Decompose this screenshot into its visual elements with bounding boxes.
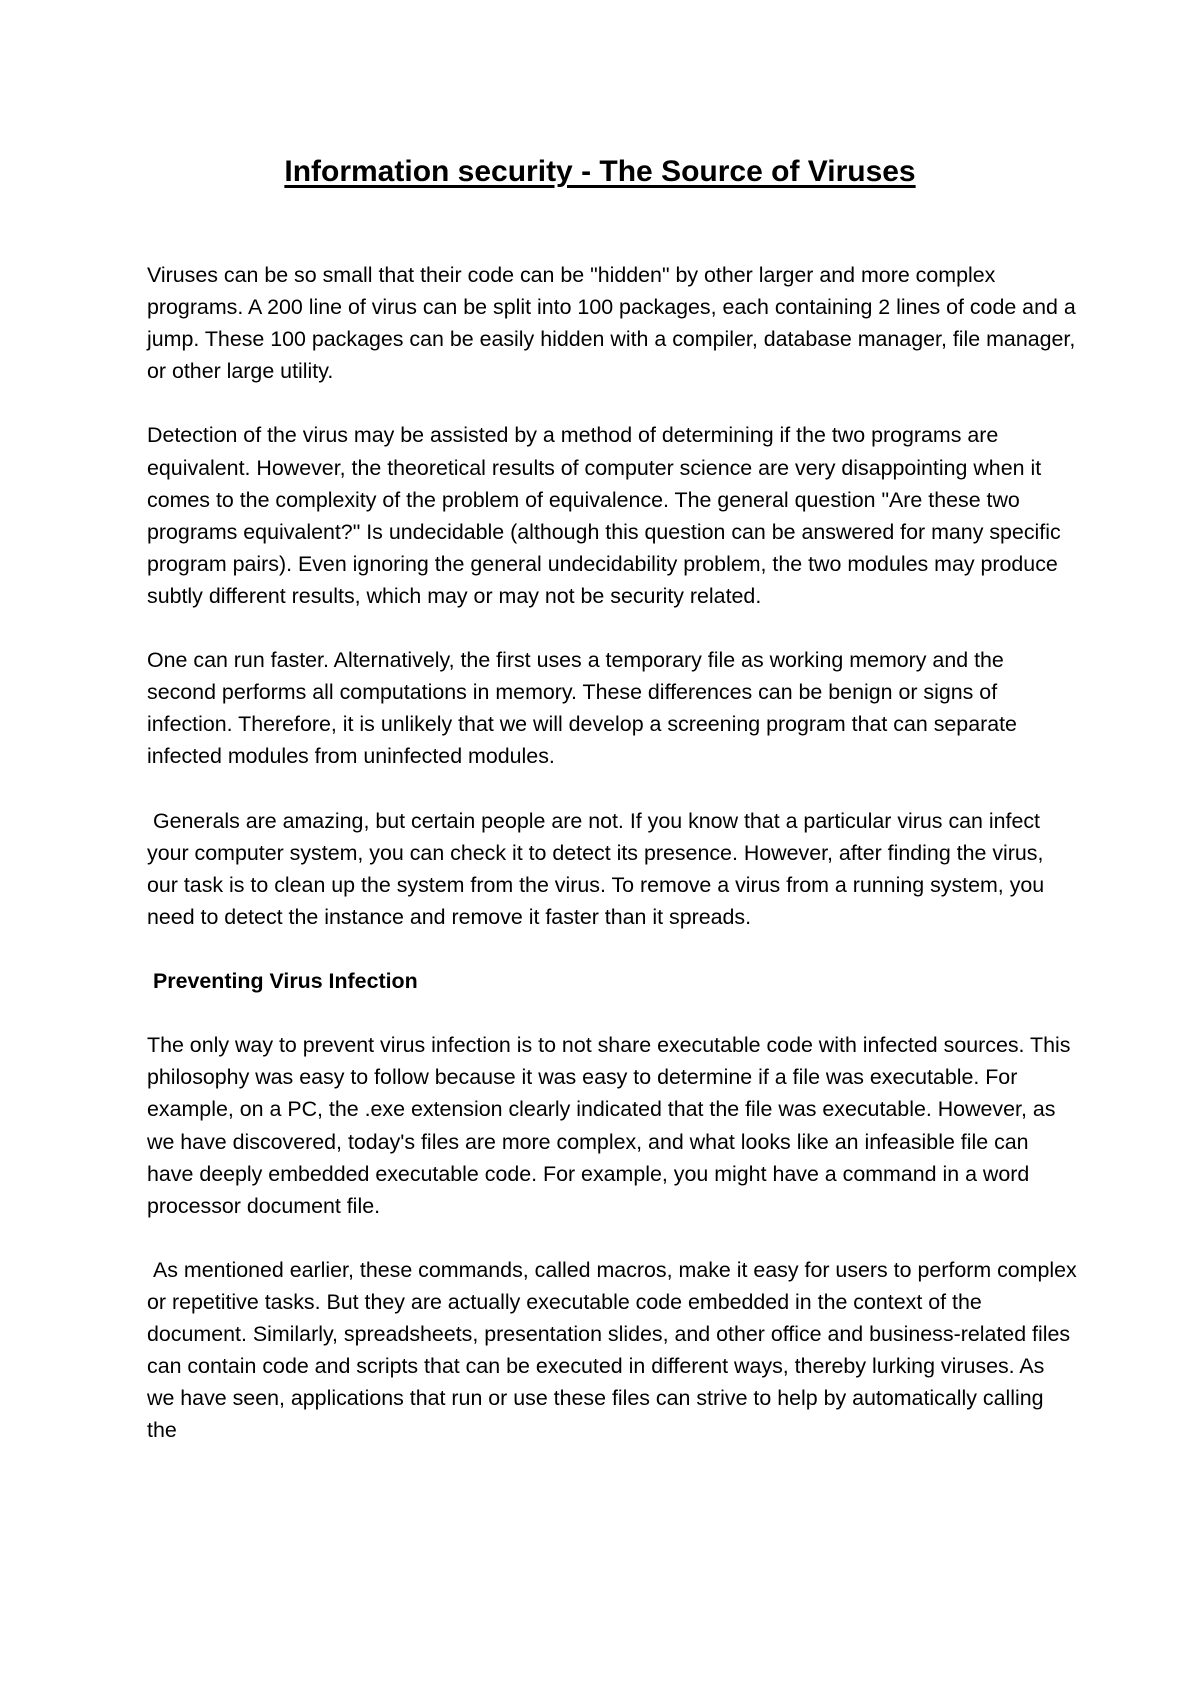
paragraph-1: Viruses can be so small that their code can be "hidden" by other larger and more complex programs. A 200 line of virus can be split into 100 packages, each containing 2 lines of code and a jump. These 100 packages can be easily hidden with a compiler, database manager, file manager, or other large utility.	[147, 263, 1076, 384]
document-title: Information security - The Source of Viruses	[284, 155, 916, 188]
document-body	[147, 259, 1077, 1479]
paragraph-2: Detection of the virus may be assisted by a method of determining if the two programs are equivalent. However, the theoretical results of computer science are very disappointing when it comes to the complexity of the problem of equivalence. The general question "Are these two programs equivalent?" Is undecidable (although this question can be answered for many specific program pairs). Even ignoring the general undecidability problem, the two modules may produce subtly different results, which may or may not be security related.	[147, 423, 1061, 608]
paragraph-6: As mentioned earlier, these commands, called macros, make it easy for users to perform complex or repetitive tasks. But they are actually executable code embedded in the context of the document. Similarly, spreadsheets, presentation slides, and other office and business-related files can contain code and scripts that can be executed in different ways, thereby lurking viruses. As we have seen, applications that run or use these files can strive to help by automatically calling the	[147, 1257, 1077, 1443]
section-heading: Preventing Virus Infection	[153, 969, 418, 994]
paragraph-5: The only way to prevent virus infection is to not share executable code with infected sources. This philosophy was easy to follow because it was easy to determine if a file was executable. For example, on a PC, the .exe extension clearly indicated that the file was executable. However, as we have discovered, today's files are more complex, and what looks like an infeasible file can have deeply embedded executable code. For example, you might have a command in a word processor document file.	[147, 1033, 1071, 1218]
paragraph-4: Generals are amazing, but certain people are not. If you know that a particular virus can infect your computer system, you can check it to detect its presence. However, after finding the virus, our task is to clean up the system from the virus. To remove a virus from a running system, you need to detect the instance and remove it faster than it spreads.	[147, 808, 1045, 929]
paragraph-3: One can run faster. Alternatively, the first uses a temporary file as working memory and the second performs all computations in memory. These differences can be benign or signs of infection. Therefore, it is unlikely that we will develop a screening program that can separate infected modules from uninfected modules.	[147, 648, 1017, 769]
